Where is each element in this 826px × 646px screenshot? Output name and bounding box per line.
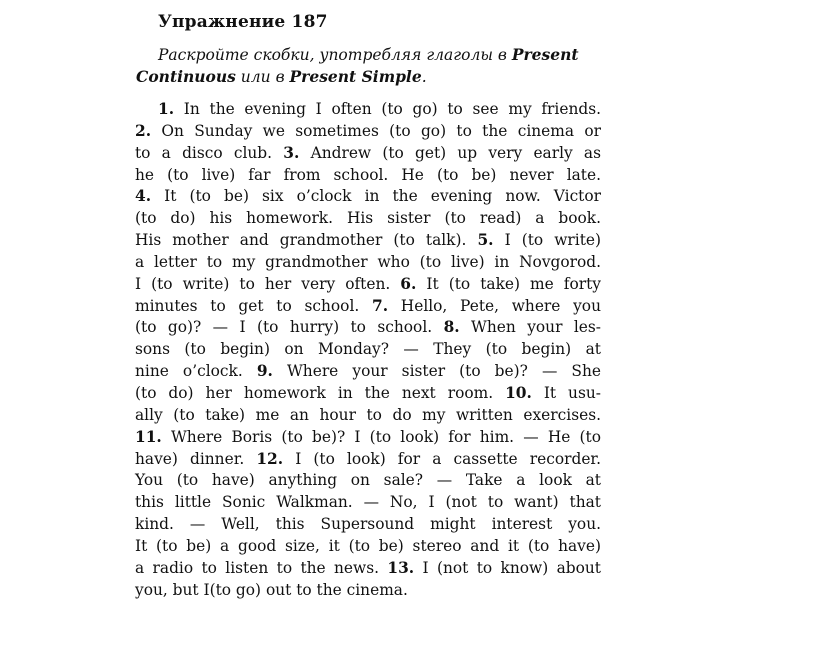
sentence-number: 4. — [135, 187, 152, 206]
text-line — [135, 514, 601, 536]
text-segment: (to do) her homework in the next room. — [135, 383, 506, 402]
text-line — [135, 427, 601, 449]
text-line — [135, 99, 601, 121]
text-line — [135, 186, 601, 208]
sentence-number: 2. — [135, 121, 152, 140]
text-segment: he (to live) far from school. He (to be) never late. — [135, 165, 601, 184]
text-line — [135, 339, 601, 361]
text-line — [135, 274, 601, 296]
text-line — [135, 580, 601, 602]
text-line — [135, 536, 601, 558]
text-segment: It (to be) six o’clock in the evening now. Victor — [151, 187, 601, 206]
text-line — [135, 296, 601, 318]
text-line — [135, 317, 601, 339]
sentence-number: 10. — [505, 383, 532, 402]
text-line — [135, 558, 601, 580]
text-line — [135, 449, 601, 471]
text-line — [135, 361, 601, 383]
text-line — [135, 230, 601, 252]
text-segment: have) dinner. — [135, 449, 257, 468]
sentence-number: 9. — [256, 362, 273, 381]
text-segment: (to go)? — I (to hurry) to school. — [135, 318, 444, 337]
text-segment: On Sunday we sometimes (to go) to the cinema or — [151, 121, 601, 140]
sentence-number: 3. — [283, 143, 300, 162]
text-line — [135, 470, 601, 492]
sentence-number: 5. — [477, 231, 494, 250]
text-line — [135, 143, 601, 165]
sentence-number: 11. — [135, 427, 162, 446]
text-segment: ally (to take) me an hour to do my written exercises. — [135, 405, 601, 424]
exercise-text — [135, 99, 601, 601]
text-segment: nine o’clock. — [135, 362, 257, 381]
text-segment: Hello, Pete, where you — [388, 296, 601, 315]
text-segment: It (to take) me forty — [416, 274, 601, 293]
text-segment: When your les- — [459, 318, 602, 337]
sentence-number: 6. — [400, 274, 417, 293]
text-segment: I (not to know) about — [414, 558, 601, 577]
text-segment: His mother and grandmother (to talk). — [135, 231, 478, 250]
text-segment: sons (to begin) on Monday? — They (to begin) at — [135, 340, 601, 359]
text-segment: It (to be) a good size, it (to be) stereo and it (to have) — [135, 536, 601, 555]
text-segment: to a disco club. — [135, 143, 284, 162]
text-segment: You (to have) anything on sale? — Take a look at — [135, 471, 601, 490]
sentence-number: 8. — [443, 318, 460, 337]
text-line — [135, 252, 601, 274]
text-segment: this little Sonic Walkman. — No, I (not to want) that — [135, 493, 601, 512]
sentence-number: 7. — [371, 296, 389, 315]
instruction-line-2: Continuous или в Present Simple. — [136, 67, 427, 86]
instruction-line-1: Раскройте скобки, употребляя глаголы в Present — [158, 45, 579, 64]
text-segment: I (to write) — [493, 231, 601, 250]
text-segment: (to do) his homework. His sister (to read) a book. — [135, 209, 601, 228]
sentence-number: 1. — [158, 100, 175, 118]
text-line — [135, 121, 601, 143]
text-segment: you, but I(to go) out to the cinema. — [135, 580, 408, 599]
text-line — [135, 405, 601, 427]
sentence-number: 13. — [387, 558, 415, 577]
exercise-instruction — [136, 44, 606, 88]
text-segment: Where your sister (to be)? — She — [272, 362, 601, 381]
text-segment: a letter to my grandmother who (to live) in Novgorod. — [135, 252, 601, 271]
text-segment: Where Boris (to be)? I (to look) for him. — He (to — [161, 427, 601, 446]
text-segment: minutes to get to school. — [135, 296, 372, 315]
text-segment: I (to write) to her very often. — [135, 274, 401, 293]
exercise-title: Упражнение 187 — [158, 12, 328, 32]
text-segment: It usu- — [531, 383, 601, 402]
text-segment: I (to look) for a cassette recorder. — [283, 449, 601, 468]
text-line — [135, 492, 601, 514]
text-segment: kind. — Well, this Supersound might interest you. — [135, 515, 601, 534]
text-segment: a radio to listen to the news. — [135, 558, 388, 577]
sentence-number: 12. — [256, 449, 284, 468]
text-line — [135, 165, 601, 187]
text-line — [135, 208, 601, 230]
text-line — [135, 383, 601, 405]
text-segment: Andrew (to get) up very early as — [299, 143, 601, 162]
text-segment: In the evening I often (to go) to see my friends. — [174, 100, 601, 118]
